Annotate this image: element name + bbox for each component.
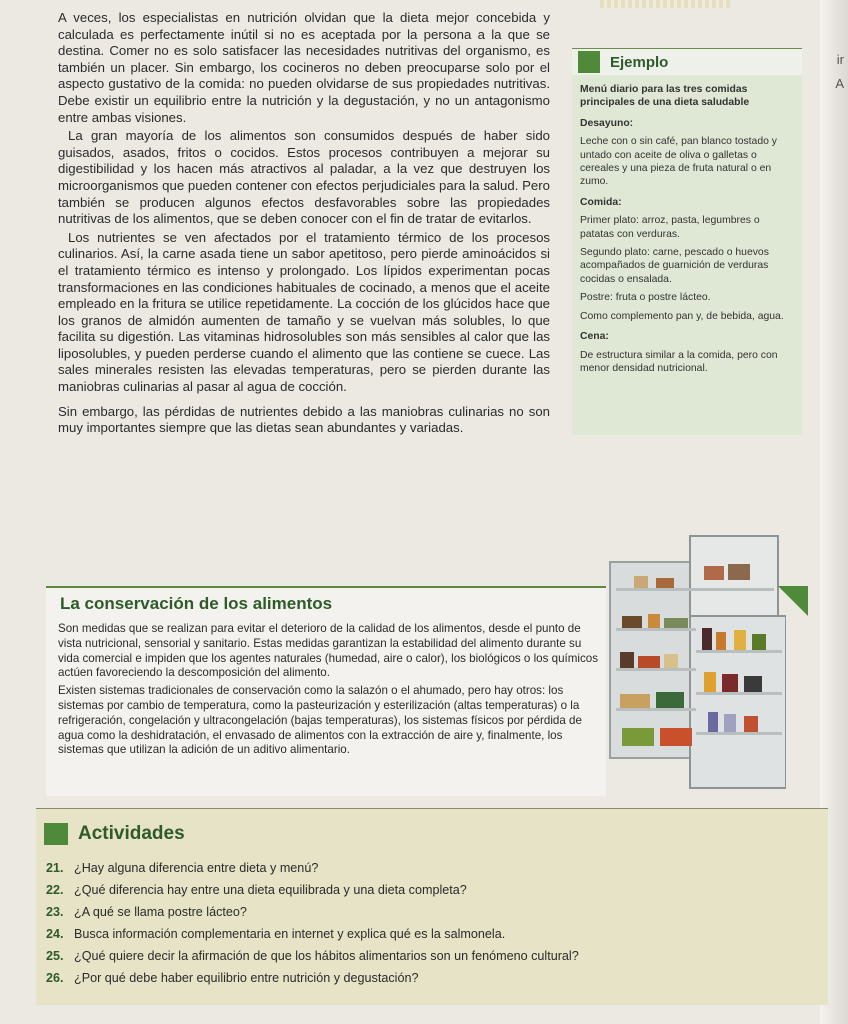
list-item	[46, 879, 816, 901]
green-square-icon	[578, 51, 600, 73]
list-item	[46, 857, 816, 879]
item-number: 22.	[46, 883, 64, 897]
item-number: 25.	[46, 949, 64, 963]
main-text-column	[58, 10, 550, 439]
paragraph: Son medidas que se realizan para evitar el deterioro de la calidad de los alimentos, desde el punto de vista nutricional, sensorial y sanitario. Estas medidas garantizan la estabilidad del alimento durante su vida comercial e impiden que los agentes naturales (humedad, aire o calor), los biológicos o los químicos actúen favoreciendo la descomposición del alimento.	[58, 622, 599, 680]
item-text: ¿Por qué debe haber equilibrio entre nutrición y degustación?	[74, 971, 419, 985]
green-square-icon	[44, 823, 68, 845]
paragraph: Los nutrientes se ven afectados por el tratamiento térmico de los procesos culinarios. Así, la carne asada tiene un sabor apetitoso, pero pierde aminoácidos si el tratamiento térmico es intenso y prolongado. Los lípidos experimentan pocas transformaciones en las condiciones habituales de cocinado, a menos que el aceite empleado en la fritura se utilice repetidamente. La cocción de los glúcidos hace que los granos de almidón aumenten de tamaño y se vuelvan más solubles, lo que facilita su digestión. Las vitaminas hidrosolubles son más sensibles al calor que las liposolubles, y pueden perderse cuando el alimento que las contiene se cuece. Las sales minerales resisten las elevadas temperaturas, pero se pierden durante las maniobras culinarias al pasar al agua de cocción.	[58, 229, 550, 395]
conservation-section	[46, 586, 606, 796]
green-corner-marker	[778, 586, 808, 616]
breakfast-text: Leche con o sin café, pan blanco tostado y untado con aceite de oliva o galletas o cereales y una pieza de fruta natural o en zumo.	[580, 136, 777, 188]
list-item	[46, 901, 816, 923]
example-body	[572, 75, 802, 375]
paragraph: La gran mayoría de los alimentos son consumidos después de haber sido guisados, asados, fritos o cocidos. Estos procesos contribuyen a mejorar su digestibilidad y los hacen más atractivos al paladar, a la vez que destruyen los microorganismos que pueden contener con efectos perjudiciales para la salud. Pero también se producen algunos efectos desfavorables sobre las propiedades nutritivas de los alimentos, que se deben conocer con el fin de tratar de evitarlos.	[58, 128, 550, 227]
item-text: Busca información complementaria en internet y explica qué es la salmonela.	[74, 927, 506, 941]
item-number: 21.	[46, 861, 64, 875]
list-item	[46, 945, 816, 967]
lunch-label: Comida:	[580, 196, 622, 208]
activities-header	[44, 823, 185, 845]
fridge-illustration	[604, 532, 786, 790]
edge-letter: A	[835, 76, 844, 91]
example-subtitle: Menú diario para las tres comidas principales de una dieta saludable	[580, 84, 750, 109]
item-text: ¿Qué diferencia hay entre una dieta equilibrada y una dieta completa?	[74, 883, 467, 897]
activities-section	[36, 808, 828, 1005]
edge-letter: ir	[836, 52, 844, 67]
second-course: Segundo plato: carne, pescado o huevos acompañados de guarnición de verduras cocidas o ensalada.	[580, 247, 769, 285]
list-item	[46, 967, 816, 989]
item-text: ¿Hay alguna diferencia entre dieta y menú?	[74, 861, 319, 875]
paragraph: Existen sistemas tradicionales de conservación como la salazón o el ahumado, pero hay otros: los sistemas por cambio de temperatura, como la pasteurización y esterilización (altas temperaturas) o la refrigeración, congelación y ultracongelación (bajas temperaturas), los sistemas físicos por pérdida de agua como la deshidratación, el envasado de alimentos con la extracción de aire y, finalmente, los sistemas que utilizan la adición de un aditivo alimentario.	[58, 684, 582, 757]
example-header	[572, 49, 802, 75]
activities-title: Actividades	[78, 823, 185, 844]
list-item	[46, 923, 816, 945]
dinner-text: De estructura similar a la comida, pero con menor densidad nutricional.	[580, 349, 778, 374]
item-text: ¿Qué quiere decir la afirmación de que los hábitos alimentarios son un fenómeno cultural?	[74, 949, 579, 963]
activities-list	[46, 857, 816, 989]
top-decorative-strip	[600, 0, 730, 8]
first-course: Primer plato: arroz, pasta, legumbres o patatas con verduras.	[580, 215, 760, 240]
dinner-label: Cena:	[580, 331, 609, 343]
item-number: 23.	[46, 905, 64, 919]
conservation-text	[58, 622, 604, 761]
dessert: Postre: fruta o postre lácteo.	[580, 292, 711, 304]
example-box	[572, 48, 802, 435]
item-number: 26.	[46, 971, 64, 985]
breakfast-label: Desayuno:	[580, 117, 634, 129]
item-number: 24.	[46, 927, 64, 941]
example-title: Ejemplo	[610, 53, 669, 71]
paragraph: Sin embargo, las pérdidas de nutrientes debido a las maniobras culinarias no son muy importantes siempre que las dietas sean abundantes y variadas.	[58, 403, 550, 436]
paragraph: A veces, los especialistas en nutrición olvidan que la dieta mejor concebida y calculada es perfectamente inútil si no es aceptada por la persona a la que se destina. Comer no es solo satisfacer las necesidades nutritivas del organismo, es también un placer. Sin embargo, los cocineros no deben preocuparse solo por el aspecto gustativo de la comida: no pueden olvidarse de sus propiedades nutritivas. Debe existir un equilibrio entre la nutrición y la degustación, y no un antagonismo entre ambas visiones.	[58, 10, 550, 125]
conservation-title: La conservación de los alimentos	[60, 594, 333, 613]
item-text: ¿A qué se llama postre lácteo?	[74, 905, 247, 919]
complement: Como complemento pan y, de bebida, agua.	[580, 310, 784, 322]
